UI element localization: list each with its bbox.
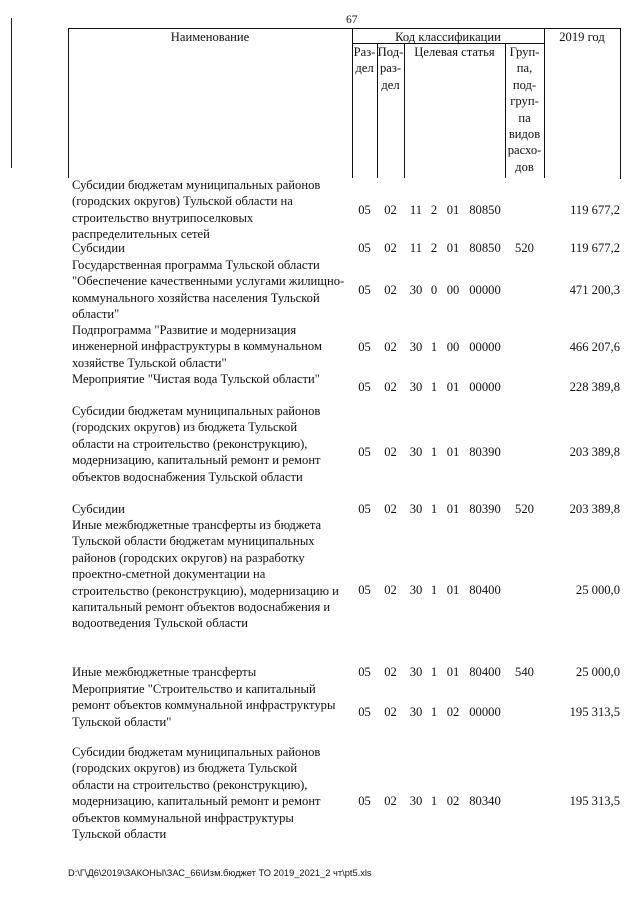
cell-direction: 80400 <box>469 665 501 679</box>
cell-group: 520 <box>515 241 534 255</box>
row-name-line: объектов водоснабжения Тульской области <box>72 469 303 484</box>
row-name-line: Тульской области <box>72 827 167 842</box>
row-name-line: (городских округов) Тульской области на <box>72 194 293 209</box>
cell-amount: 195 313,5 <box>569 705 620 719</box>
cell-razdel: 05 <box>358 794 371 808</box>
cell-program: 30 <box>409 283 423 297</box>
row-name-line: области на строительство (реконструкцию), <box>72 777 308 792</box>
row-name <box>72 177 354 243</box>
page-number: 67 <box>346 14 358 26</box>
cell-razdel: 05 <box>358 705 371 719</box>
cell-event: 01 <box>446 502 460 516</box>
row-name <box>72 240 354 256</box>
row-name-line: Иные межбюджетные трансферты <box>72 665 257 679</box>
cell-razdel: 05 <box>358 583 371 597</box>
cell-podrazdel: 02 <box>384 445 397 459</box>
header-razdel-line: дел <box>355 61 374 76</box>
row-name <box>72 403 354 485</box>
cell-program: 11 <box>409 241 423 255</box>
cell-direction: 80850 <box>469 203 501 217</box>
row-name <box>72 257 354 323</box>
row-name-line: строительство внутрипоселковых <box>72 210 254 225</box>
cell-amount: 119 677,2 <box>570 203 620 217</box>
row-name-line: объектов коммунальной инфраструктуры <box>72 810 294 825</box>
row-name <box>72 681 354 730</box>
cell-podrazdel: 02 <box>384 583 397 597</box>
cell-group: 540 <box>515 665 534 679</box>
row-name-line: Субсидии <box>72 502 125 516</box>
row-name-line: области на строительство (реконструкцию), <box>72 436 308 451</box>
row-name-line: водоотведения Тульской области <box>72 616 249 631</box>
header-classification: Код классификации <box>395 30 501 44</box>
row-name <box>72 322 354 371</box>
row-name-line: коммунального хозяйства населения Тульской <box>72 290 320 305</box>
cell-subprogram: 0 <box>430 283 438 297</box>
cell-direction: 80390 <box>469 445 501 459</box>
row-name-line: капитальный ремонт объектов водоснабжения и <box>72 600 331 615</box>
row-name <box>72 744 354 842</box>
header-article: Целевая статья <box>414 45 495 59</box>
cell-razdel: 05 <box>358 502 371 516</box>
cell-razdel: 05 <box>358 203 371 217</box>
cell-event: 00 <box>446 283 460 297</box>
header-group-line: груп- <box>510 94 539 109</box>
cell-direction: 80850 <box>469 241 501 255</box>
cell-event: 02 <box>446 705 460 719</box>
header-group-line: па, <box>516 61 533 76</box>
cell-program: 30 <box>409 340 423 354</box>
row-name-line: (городских округов) из бюджета Тульской <box>72 420 298 435</box>
header-group-line: под- <box>512 77 537 92</box>
header-podrazdel-line: Под- <box>377 45 404 59</box>
cell-amount: 203 389,8 <box>569 445 620 459</box>
row-name-line: Тульской области" <box>72 714 172 729</box>
row-name <box>72 371 354 387</box>
cell-direction: 80400 <box>469 583 501 597</box>
header-razdel <box>352 44 377 77</box>
header-group <box>505 44 544 175</box>
cell-direction: 00000 <box>469 380 501 394</box>
row-name-line: модернизацию, капитальный ремонт и ремонт <box>72 453 321 468</box>
header-group-line: па <box>518 110 531 125</box>
cell-program: 30 <box>409 665 423 679</box>
cell-group: 520 <box>515 502 534 516</box>
header-line <box>404 43 405 178</box>
row-name-line: хозяйстве Тульской области" <box>72 355 227 370</box>
row-name-line: Субсидии бюджетам муниципальных районов <box>72 404 321 418</box>
cell-program: 30 <box>409 794 423 808</box>
header-group-line: видов <box>508 127 541 142</box>
cell-razdel: 05 <box>358 665 371 679</box>
cell-event: 01 <box>446 241 460 255</box>
cell-razdel: 05 <box>358 445 371 459</box>
row-name-line: "Обеспечение качественными услугами жилищно- <box>72 274 345 289</box>
header-razdel-line: Раз- <box>353 45 376 59</box>
file-path-footer: D:\Г\Д6\2019\ЗАКОНЫ\ЗАС_66\Изм.бюджет ТО 2019_2021_2 чт\рt5.xls <box>68 868 372 878</box>
row-name-line: Мероприятие "Чистая вода Тульской области" <box>72 372 320 386</box>
cell-event: 01 <box>446 445 460 459</box>
row-name-line: Иные межбюджетные трансферты из бюджета <box>72 518 322 532</box>
cell-amount: 466 207,6 <box>569 340 620 354</box>
row-name-line: Государственная программа Тульской области <box>72 258 320 272</box>
cell-program: 30 <box>409 380 423 394</box>
row-name <box>72 501 354 517</box>
row-name-line: области" <box>72 307 120 322</box>
cell-amount: 195 313,5 <box>569 794 620 808</box>
cell-event: 02 <box>446 794 460 808</box>
cell-direction: 80340 <box>469 794 501 808</box>
cell-event: 01 <box>446 380 460 394</box>
cell-subprogram: 1 <box>430 794 438 808</box>
cell-event: 01 <box>446 203 460 217</box>
row-name-line: ремонт объектов коммунальной инфраструктуры <box>72 698 336 713</box>
cell-direction: 00000 <box>469 340 501 354</box>
cell-podrazdel: 02 <box>384 794 397 808</box>
cell-amount: 471 200,3 <box>569 283 620 297</box>
cell-podrazdel: 02 <box>384 340 397 354</box>
row-name-line: районов (городских округов) на разработку <box>72 550 305 565</box>
cell-subprogram: 1 <box>430 583 438 597</box>
cell-subprogram: 1 <box>430 340 438 354</box>
row-name-line: Мероприятие "Строительство и капитальный <box>72 682 316 696</box>
cell-program: 11 <box>409 203 423 217</box>
header-line <box>544 28 545 178</box>
cell-subprogram: 1 <box>430 502 438 516</box>
cell-razdel: 05 <box>358 340 371 354</box>
cell-direction: 00000 <box>469 283 501 297</box>
header-group-line: расхо- <box>507 143 542 158</box>
cell-program: 30 <box>409 583 423 597</box>
row-name <box>72 664 354 680</box>
row-name-line: Субсидии <box>72 241 125 255</box>
cell-subprogram: 1 <box>430 380 438 394</box>
cell-event: 01 <box>446 583 460 597</box>
cell-subprogram: 1 <box>430 705 438 719</box>
row-name-line: инженерной инфраструктуры в коммунальном <box>72 339 322 354</box>
header-podrazdel-line: раз- <box>379 61 402 76</box>
cell-podrazdel: 02 <box>384 665 397 679</box>
cell-event: 01 <box>446 665 460 679</box>
header-name: Наименование <box>170 30 250 44</box>
cell-amount: 119 677,2 <box>570 241 620 255</box>
header-group-line: дов <box>515 159 534 174</box>
row-name-line: Субсидии бюджетам муниципальных районов <box>72 745 321 759</box>
cell-podrazdel: 02 <box>384 283 397 297</box>
cell-podrazdel: 02 <box>384 502 397 516</box>
row-name-line: Подпрограмма "Развитие и модернизация <box>72 323 297 337</box>
header-year: 2019 год <box>559 30 605 44</box>
row-name-line: (городских округов) из бюджета Тульской <box>72 761 298 776</box>
cell-direction: 00000 <box>469 705 501 719</box>
cell-podrazdel: 02 <box>384 705 397 719</box>
cell-amount: 25 000,0 <box>575 583 620 597</box>
row-name-line: Тульской области бюджетам муниципальных <box>72 534 315 549</box>
cell-subprogram: 2 <box>430 203 438 217</box>
row-name-line: распределительных сетей <box>72 227 210 242</box>
cell-program: 30 <box>409 502 423 516</box>
cell-subprogram: 2 <box>430 241 438 255</box>
header-line <box>68 28 69 178</box>
row-name-line: Субсидии бюджетам муниципальных районов <box>72 178 321 192</box>
header-group-line: Груп- <box>509 45 540 59</box>
cell-razdel: 05 <box>358 283 371 297</box>
header-podrazdel <box>377 44 404 93</box>
cell-podrazdel: 02 <box>384 241 397 255</box>
cell-subprogram: 1 <box>430 665 438 679</box>
cell-amount: 25 000,0 <box>575 665 620 679</box>
scan-edge-mark <box>11 18 12 168</box>
cell-podrazdel: 02 <box>384 380 397 394</box>
header-podrazdel-line: дел <box>381 77 400 92</box>
row-name-line: проектно-сметной документации на <box>72 567 266 582</box>
row-name <box>72 517 354 632</box>
cell-program: 30 <box>409 445 423 459</box>
cell-razdel: 05 <box>358 380 371 394</box>
cell-direction: 80390 <box>469 502 501 516</box>
row-name-line: модернизацию, капитальный ремонт и ремонт <box>72 794 321 809</box>
cell-podrazdel: 02 <box>384 203 397 217</box>
cell-subprogram: 1 <box>430 445 438 459</box>
row-name-line: строительство (реконструкцию), модернизацию и <box>72 583 339 598</box>
cell-razdel: 05 <box>358 241 371 255</box>
cell-program: 30 <box>409 705 423 719</box>
cell-amount: 228 389,8 <box>569 380 620 394</box>
cell-amount: 203 389,8 <box>569 502 620 516</box>
cell-event: 00 <box>446 340 460 354</box>
